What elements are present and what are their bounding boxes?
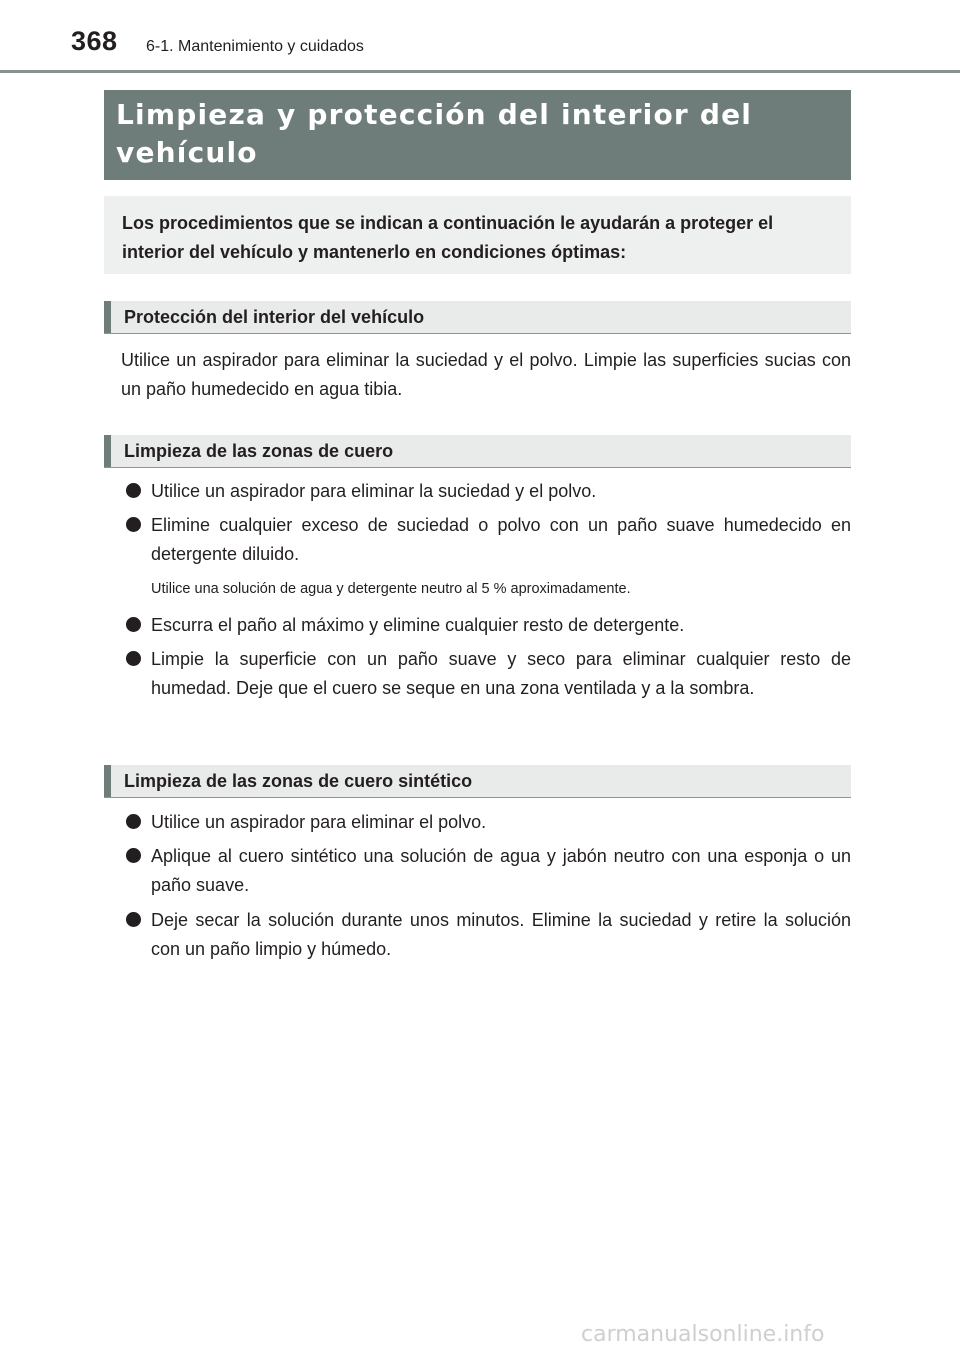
page-title: Limpieza y protección del interior del vehículo — [116, 98, 753, 169]
header-rule — [0, 70, 960, 73]
section-heading-cuero — [104, 435, 851, 468]
section-heading-proteccion — [104, 301, 851, 334]
intro-box — [104, 196, 851, 274]
section-marker — [104, 765, 111, 797]
list-item: Elimine cualquier exceso de suciedad o polvo con un paño suave humedecido en detergente diluido. — [126, 511, 851, 569]
page-number: 368 — [71, 26, 118, 56]
section-heading-cuero-sintetico — [104, 765, 851, 798]
watermark: carmanualsonline.info — [581, 1322, 825, 1347]
list-item: Limpie la superficie con un paño suave y seco para eliminar cualquier resto de humedad. Deje que el cuero se seque en una zona ventilada y a la sombra. — [126, 645, 851, 703]
list-item: Utilice un aspirador para eliminar el polvo. — [126, 808, 851, 837]
note-text: Utilice una solución de agua y detergente neutro al 5 % aproximadamente. — [151, 581, 631, 597]
list-item: Escurra el paño al máximo y elimine cualquier resto de detergente. — [126, 611, 851, 640]
chapter-title: 6-1. Mantenimiento y cuidados — [146, 38, 364, 55]
section-marker — [104, 435, 111, 467]
intro-text: Los procedimientos que se indican a continuación le ayudarán a proteger el interior del vehículo y mantenerlo en condiciones óptimas: — [122, 213, 774, 262]
section-marker — [104, 301, 111, 333]
section-paragraph: Utilice un aspirador para eliminar la suciedad y el polvo. Limpie las superficies sucias con un paño humedecido en agua tibia. — [121, 350, 851, 399]
bullet-icon — [126, 651, 141, 666]
list-item: Deje secar la solución durante unos minutos. Elimine la suciedad y retire la solución con un paño limpio y húmedo. — [126, 906, 851, 964]
page-title-box — [104, 90, 851, 180]
section-heading-label: Limpieza de las zonas de cuero — [124, 441, 394, 461]
section-heading-label: Limpieza de las zonas de cuero sintético — [124, 771, 473, 791]
bullet-icon — [126, 617, 141, 632]
bullet-icon — [126, 848, 141, 863]
bullet-icon — [126, 912, 141, 927]
list-item: Aplique al cuero sintético una solución de agua y jabón neutro con una esponja o un paño suave. — [126, 842, 851, 900]
bullet-icon — [126, 517, 141, 532]
bullet-icon — [126, 814, 141, 829]
bullet-icon — [126, 483, 141, 498]
list-item: Utilice un aspirador para eliminar la suciedad y el polvo. — [126, 477, 851, 506]
section-heading-label: Protección del interior del vehículo — [124, 307, 425, 327]
